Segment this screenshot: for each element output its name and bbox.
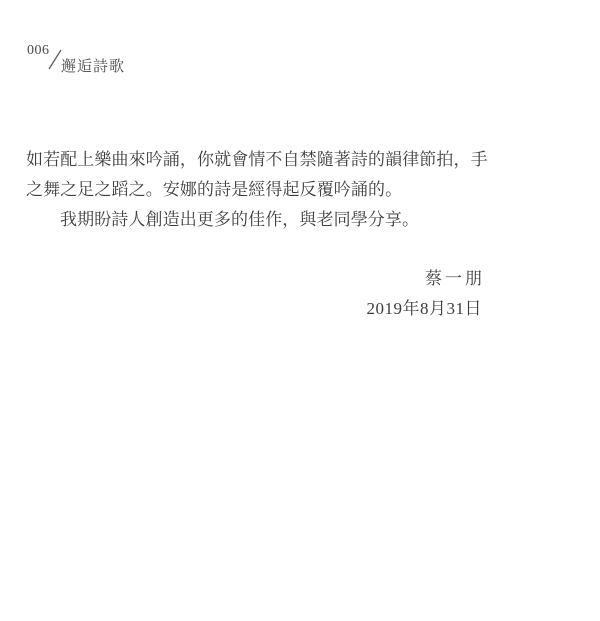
- running-title: 邂逅詩歌: [61, 59, 126, 75]
- slash-icon: [48, 49, 62, 70]
- body-line-2: 之舞之足之蹈之。安娜的詩是經得起反覆吟誦的。: [26, 180, 403, 199]
- author-name: 蔡一朋: [425, 269, 485, 288]
- signature-block: [367, 264, 483, 324]
- body-line-3: 我期盼詩人創造出更多的佳作，與老同學分享。: [60, 210, 420, 229]
- signature-date: 2019年8月31日: [366, 299, 482, 318]
- body-line-1: 如若配上樂曲來吟誦，你就會情不自禁隨著詩的韻律節拍，手: [26, 150, 488, 169]
- page-number: 006: [27, 43, 50, 58]
- body-text: [26, 145, 488, 235]
